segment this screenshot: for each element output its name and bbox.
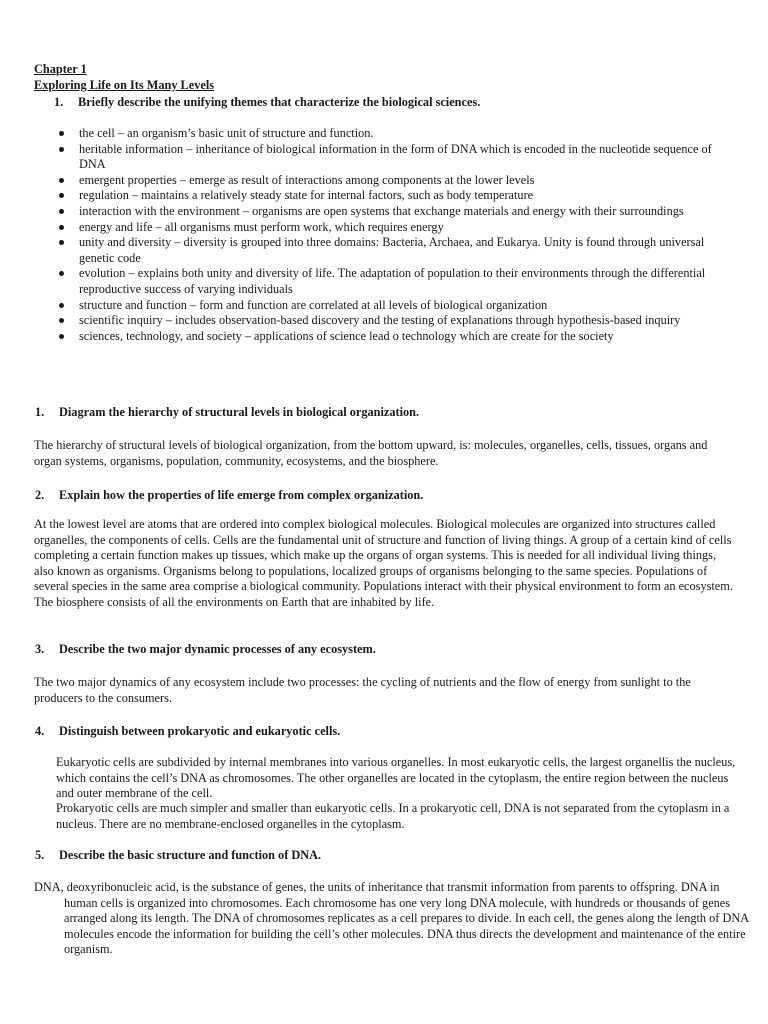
list-item: sciences, technology, and society – applications of science lead o technology which are create for the society (0, 329, 720, 345)
answer-hierarchy: The hierarchy of structural levels of biological organization, from the bottom upward, is: molecules, organelles, cells, tissues, organs and organ systems, organisms, population, community, ecosystems, and the biosphere. (34, 438, 708, 468)
list-item: energy and life – all organisms must perform work, which requires energy (0, 220, 720, 236)
chapter-title: Exploring Life on Its Many Levels (34, 78, 215, 92)
list-item: emergent properties – emerge as result of interactions among components at the lower levels (0, 173, 720, 189)
question-ecosystem-heading (35, 642, 376, 658)
question-text: Distinguish between prokaryotic and eukaryotic cells. (59, 724, 341, 738)
chapter-header (34, 62, 214, 94)
question-emergence-heading (35, 488, 423, 504)
list-item: heritable information – inheritance of biological information in the form of DNA which is encoded in the nucleotide sequence of DNA (0, 142, 720, 173)
list-item: the cell – an organism’s basic unit of structure and function. (0, 126, 720, 142)
answer-eukaryotic: Eukaryotic cells are subdivided by internal membranes into various organelles. In most eukaryotic cells, the largest organellis the nucleus, which contains the cell’s DNA as chromosomes. The other organelles are located in the cytoplasm, the entire region between the nucleus and outer membrane of the cell. (56, 755, 736, 801)
question-number: 2. (35, 488, 45, 502)
question-text: Diagram the hierarchy of structural levels in biological organization. (59, 405, 420, 419)
answer-emergence: At the lowest level are atoms that are ordered into complex biological molecules. Biological molecules are organized into structures called organelles, the components of cells. Cells are the fundamental unit of structure and function of living things. A group of a certain kind of cells completing a certain function makes up tissues, which make up the organs of organ systems. This is needed for all individual living things, also known as organisms. Organisms belong to populations, localized groups of organisms belonging to the same species. Populations of several species in the same area comprise a biological community. Populations interact with their physical environment to form an ecosystem. The biosphere consists of all the environments on Earth that are inhabited by life. (34, 517, 733, 609)
question-themes-heading (54, 95, 480, 111)
question-hierarchy-heading (35, 405, 419, 421)
list-item: unity and diversity – diversity is grouped into three domains: Bacteria, Archaea, and Eukarya. Unity is found through universal genetic code (0, 235, 720, 266)
list-item: structure and function – form and function are correlated at all levels of biological organization (0, 298, 720, 314)
question-number: 5. (35, 848, 45, 862)
question-text: Explain how the properties of life emerge from complex organization. (59, 488, 424, 502)
question-cells-heading (35, 724, 340, 740)
list-item: interaction with the environment – organisms are open systems that exchange materials and energy with their surroundings (0, 204, 720, 220)
question-number: 3. (35, 642, 45, 656)
themes-list (0, 126, 720, 344)
question-text: Describe the two major dynamic processes of any ecosystem. (59, 642, 376, 656)
answer-dna: DNA, deoxyribonucleic acid, is the substance of genes, the units of inheritance that transmit information from parents to offspring. DNA in human cells is organized into chromosomes. Each chromosome has one very long DNA molecule, with hundreds or thousands of genes arranged along its length. The DNA of chromosomes replicates as a cell prepares to divide. In each cell, the genes along the length of DNA molecules encode the information for building the cell’s other molecules. DNA thus directs the development and maintenance of the entire organism. (34, 880, 749, 957)
question-number: 1. (54, 95, 64, 109)
question-number: 1. (35, 405, 45, 419)
list-item: regulation – maintains a relatively steady state for internal factors, such as body temperature (0, 188, 720, 204)
chapter-label: Chapter 1 (34, 62, 87, 76)
question-text: Describe the basic structure and function of DNA. (59, 848, 322, 862)
answer-ecosystem: The two major dynamics of any ecosystem include two processes: the cycling of nutrients and the flow of energy from sunlight to the producers to the consumers. (34, 675, 691, 705)
question-number: 4. (35, 724, 45, 738)
question-dna-heading (35, 848, 321, 864)
question-text: Briefly describe the unifying themes that characterize the biological sciences. (78, 95, 481, 109)
list-item: evolution – explains both unity and diversity of life. The adaptation of population to their environments through the differential reproductive success of varying individuals (0, 266, 720, 297)
answer-prokaryotic: Prokaryotic cells are much simpler and smaller than eukaryotic cells. In a prokaryotic cell, DNA is not separated from the cytoplasm in a nucleus. There are no membrane-enclosed organelles in the cytoplasm. (56, 801, 730, 831)
list-item: scientific inquiry – includes observation-based discovery and the testing of explanations through hypothesis-based inquiry (0, 313, 720, 329)
